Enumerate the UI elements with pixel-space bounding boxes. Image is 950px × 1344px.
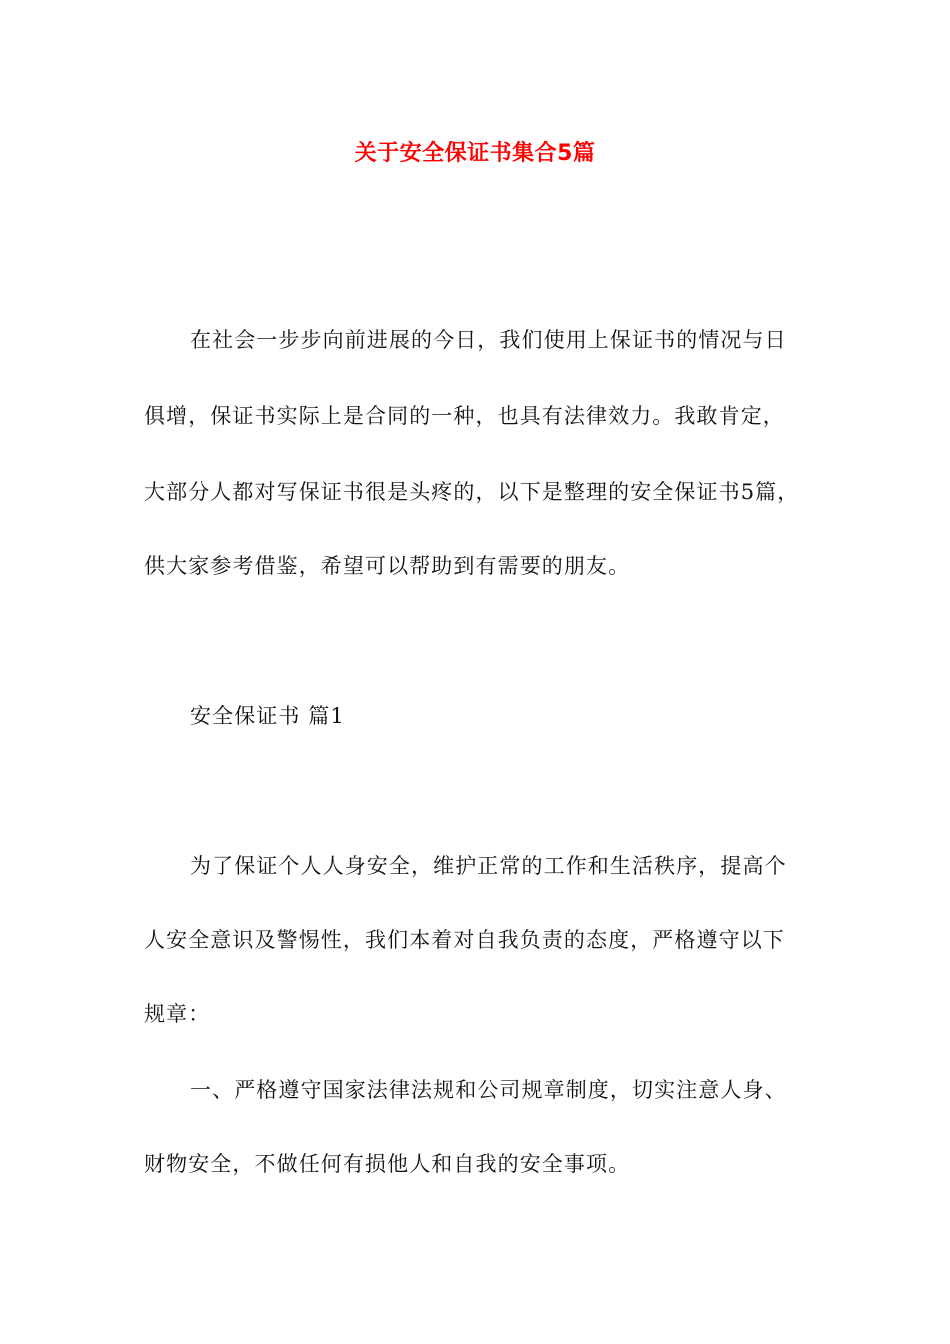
intro-line-4: 供大家参考借鉴，希望可以帮助到有需要的朋友。 xyxy=(144,554,631,578)
section-line-3: 规章： xyxy=(144,1002,211,1026)
rule-line-1: 一、严格遵守国家法律法规和公司规章制度，切实注意人身、 xyxy=(190,1078,787,1102)
document-title: 关于安全保证书集合5篇 xyxy=(354,141,596,166)
section-heading: 安全保证书 篇1 xyxy=(190,704,345,728)
intro-line-3: 大部分人都对写保证书很是头疼的，以下是整理的安全保证书5篇， xyxy=(144,480,800,504)
section-line-2: 人安全意识及警惕性，我们本着对自我负责的态度，严格遵守以下 xyxy=(144,928,785,952)
intro-line-1: 在社会一步步向前进展的今日，我们使用上保证书的情况与日 xyxy=(190,328,787,352)
section-line-1: 为了保证个人人身安全，维护正常的工作和生活秩序，提高个 xyxy=(190,854,787,878)
rule-line-2: 财物安全，不做任何有损他人和自我的安全事项。 xyxy=(144,1152,631,1176)
intro-line-2: 俱增，保证书实际上是合同的一种，也具有法律效力。我敢肯定， xyxy=(144,404,785,428)
